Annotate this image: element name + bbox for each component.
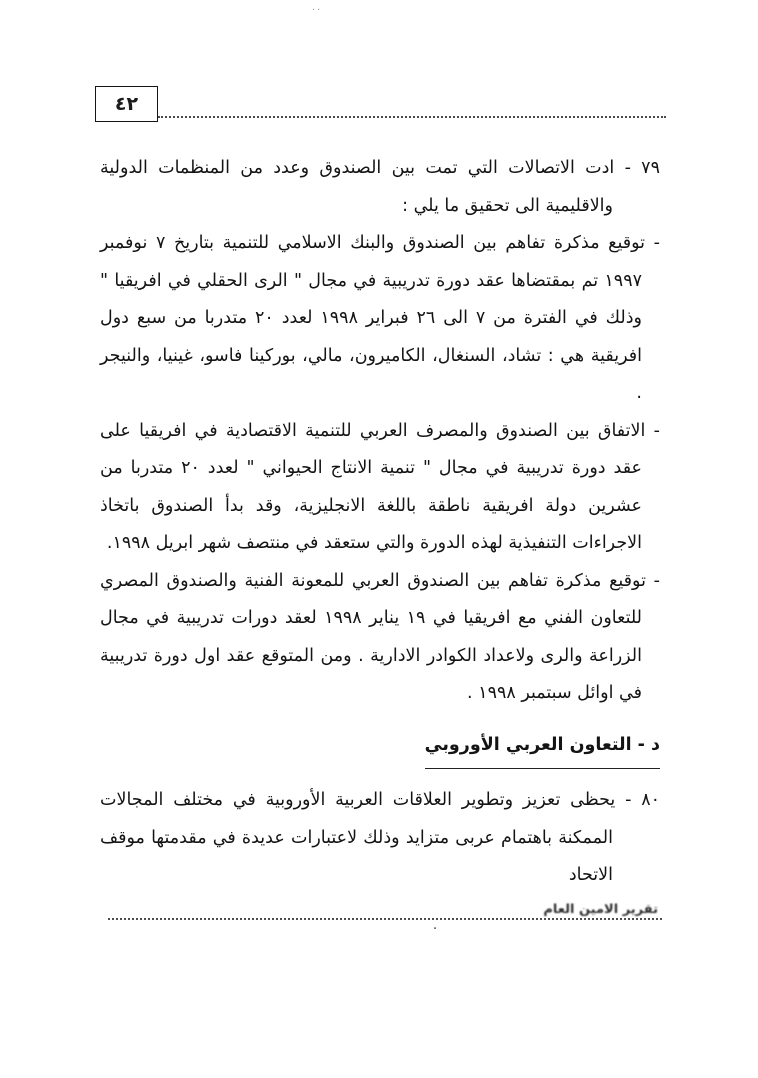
header-dotted-rule (158, 116, 666, 118)
paragraph-79 (100, 150, 660, 225)
bullet-dash-2: - (653, 420, 660, 441)
item-number-80: ٨٠ - (625, 790, 660, 810)
section-d-heading-wrap (100, 727, 660, 770)
bullet-item-1 (100, 225, 660, 413)
bullet-text-3: توقيع مذكرة تفاهم بين الصندوق العربي للمعونة الفنية والصندوق المصري للتعاون الفني مع افريقيا في ١٩ يناير ١٩٩٨ لعقد دورات تدريبية في مجال الزراعة والرى ولاعداد الكوادر الادارية . ومن المتوقع عقد اول دورة تدريبية في اوائل سبتمبر ١٩٩٨ . (100, 570, 646, 703)
bullet-dash-3: - (653, 570, 660, 591)
section-d-heading: د - التعاون العربي الأوروبي (425, 727, 660, 770)
item-text-79: ادت الاتصالات التي تمت بين الصندوق وعدد من المنظمات الدولية والاقليمية الى تحقيق ما يلي : (100, 158, 615, 216)
item-number-79: ٧٩ - (624, 158, 660, 178)
footer-dotted-rule (108, 918, 662, 920)
item-text-80: يحظى تعزيز وتطوير العلاقات العربية الأوروبية في مختلف المجالات الممكنة باهتمام عربى متزايد وذلك لاعتبارات عديدة في مقدمتها موقف الاتحاد (100, 790, 616, 885)
page-number: ٤٢ (114, 93, 139, 115)
paragraph-80 (100, 782, 660, 895)
footer-stamp-text: تقرير الامين العام (543, 902, 658, 917)
scan-artifact: .. (312, 2, 323, 13)
document-body (100, 150, 660, 895)
bullet-item-3 (100, 563, 660, 713)
bullet-text-2: الاتفاق بين الصندوق والمصرف العربي للتنمية الاقتصادية في افريقيا على عقد دورة تدريبية في مجال " تنمية الانتاج الحيواني " لعدد ٢٠ متدربا من عشرين دولة افريقية ناطقة باللغة الانجليزية، وقد بدأ الصندوق باتخاذ الاجراءات التنفيذية لهذه الدورة والتي ستعقد في منتصف شهر ابريل ١٩٩٨. (100, 420, 646, 553)
bullet-text-1: توقيع مذكرة تفاهم بين الصندوق والبنك الاسلامي للتنمية بتاريخ ٧ نوفمبر ١٩٩٧ تم بمقتضاها عقد دورة تدريبية في مجال " الرى الحقلي في افريقيا " وذلك في الفترة من ٧ الى ٢٦ فبراير ١٩٩٨ لعدد ٢٠ متدربا من سبع دول افريقية هي : تشاد، السنغال، الكاميرون، مالي، بوركينا فاسو، غينيا، والنيجر . (100, 233, 646, 403)
footer-dot: . (433, 918, 438, 933)
bullet-item-2 (100, 413, 660, 563)
bullet-dash-1: - (653, 233, 660, 253)
page-number-box (95, 86, 158, 122)
